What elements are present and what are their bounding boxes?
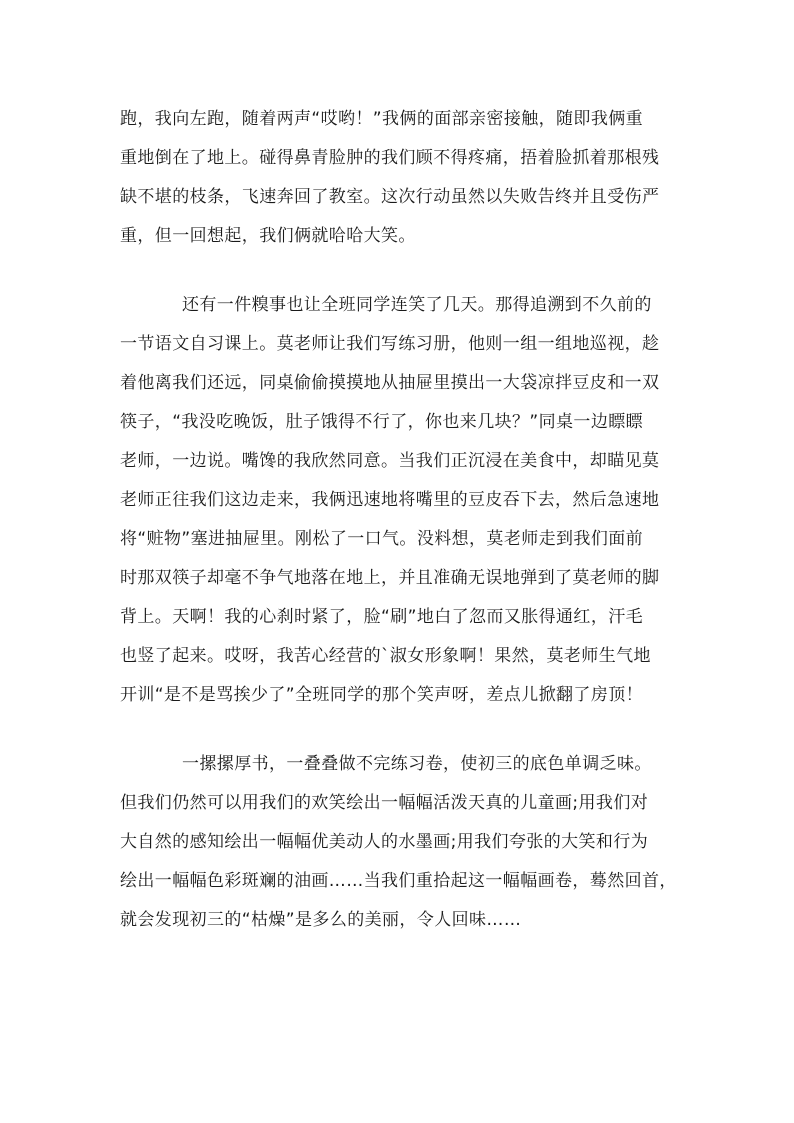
text-line: 大自然的感知绘出一幅幅优美动人的水墨画;用我们夸张的大笑和行为 [120, 832, 649, 852]
text-line: 就会发现初三的“枯燥”是多么的美丽，令人回味…… [120, 910, 522, 930]
text-line: 重地倒在了地上。碰得鼻青脸肿的我们顾不得疼痛，捂着脸抓着那根残 [120, 148, 660, 168]
text-line: 背上。天啊！我的心刹时紧了，脸“刷”地白了忽而又胀得通红，汗毛 [120, 607, 644, 627]
text-line: 也竖了起来。哎呀，我苦心经营的`淑女形象啊！果然，莫老师生气地 [120, 646, 651, 666]
text-line: 重，但一回想起，我们俩就哈哈大笑。 [120, 226, 416, 246]
text-line: 跑，我向左跑，随着两声“哎哟！”我俩的面部亲密接触，随即我俩重 [120, 109, 644, 129]
text-line: 缺不堪的枝条，飞速奔回了教室。这次行动虽然以失败告终并且受伤严 [120, 187, 660, 207]
text-line: 还有一件糗事也让全班同学连笑了几天。那得追溯到不久前的 [182, 295, 652, 315]
text-line: 老师正往我们这边走来，我俩迅速地将嘴里的豆皮吞下去，然后急速地 [120, 490, 660, 510]
text-line: 时那双筷子却毫不争气地落在地上，并且准确无误地弹到了莫老师的脚 [120, 568, 660, 588]
text-line: 着他离我们还远，同桌偷偷摸摸地从抽屉里摸出一大袋凉拌豆皮和一双 [120, 373, 660, 393]
text-line: 绘出一幅幅色彩斑斓的油画……当我们重拾起这一幅幅画卷，蓦然回首， [120, 871, 677, 891]
text-line: 一节语文自习课上。莫老师让我们写练习册，他则一组一组地巡视，趁 [120, 334, 660, 354]
text-line: 开训“是不是骂挨少了”全班同学的那个笑声呀，差点儿掀翻了房顶！ [120, 685, 644, 705]
text-line: 筷子，“我没吃晚饭，肚子饿得不行了，你也来几块？”同桌一边瞟瞟 [120, 412, 644, 432]
text-line: 但我们仍然可以用我们的欢笑绘出一幅幅活泼天真的儿童画;用我们对 [120, 793, 649, 813]
text-line: 将“赃物”塞进抽屉里。刚松了一口气。没料想，莫老师走到我们面前 [120, 529, 644, 549]
text-line: 老师，一边说。嘴馋的我欣然同意。当我们正沉浸在美食中，却瞄见莫 [120, 451, 660, 471]
text-line: 一摞摞厚书，一叠叠做不完练习卷，使初三的底色单调乏味。 [182, 754, 652, 774]
